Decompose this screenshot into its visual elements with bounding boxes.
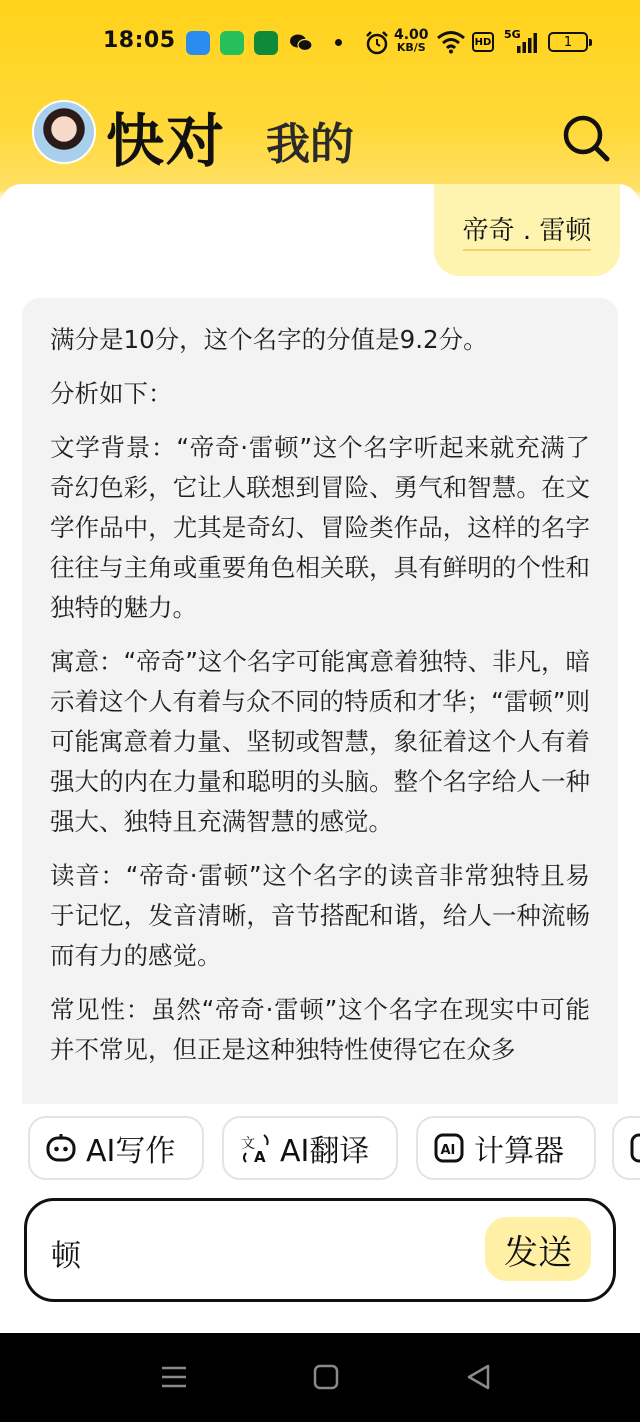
more-notifications-dot <box>335 39 342 46</box>
menu-icon[interactable] <box>160 1363 188 1391</box>
hd-voice-icon: HD <box>472 32 494 52</box>
network-speed: 4.00 KB/S <box>394 27 429 54</box>
more-tools-button[interactable] <box>612 1116 640 1180</box>
ai-reply-bubble <box>22 298 618 1104</box>
status-time: 18:05 <box>103 28 176 53</box>
ai-reply-paragraph: 寓意：“帝奇”这个名字可能寓意着独特、非凡，暗示着这个人有着与众不同的特质和才华；“雷顿”则可能寓意着力量、坚韧或智慧，象征着这个人有着强大的内在力量和聪明的头脑。整个名字给人一种强大、独特且充满智慧的感觉。 <box>50 647 590 836</box>
translate-icon <box>238 1131 272 1165</box>
wifi-icon <box>436 30 466 54</box>
calculator-label: 计算器 <box>474 1134 564 1169</box>
ai-writing-label: AI写作 <box>86 1134 176 1169</box>
battery-icon: 1 <box>548 32 588 52</box>
message-input[interactable]: 顿 <box>51 1239 81 1274</box>
robot-icon <box>44 1131 78 1165</box>
app-title-tab[interactable]: 快对 <box>106 107 227 175</box>
home-icon[interactable] <box>312 1363 340 1391</box>
wechat-icon <box>289 31 313 55</box>
ai-reply-paragraph: 文学背景：“帝奇·雷顿”这个名字听起来就充满了奇幻色彩，它让人联想到冒险、勇气和智慧。在文学作品中，尤其是奇幻、冒险类作品，这样的名字往往与主角或重要角色相关联，具有鲜明的个性和独特的魅力。 <box>50 433 590 622</box>
app-header <box>0 90 640 180</box>
ai-reply-paragraph: 读音：“帝奇·雷顿”这个名字的读音非常独特且易于记忆，发音清晰，音节搭配和谐，给人一种流畅而有力的感觉。 <box>50 861 590 970</box>
ai-reply-paragraph: 满分是10分，这个名字的分值是9.2分。 <box>50 325 488 354</box>
svg-text:A: A <box>254 1148 266 1165</box>
ai-translate-button[interactable] <box>222 1116 398 1180</box>
send-button[interactable]: 发送 <box>485 1217 591 1281</box>
ai-chip-icon <box>432 1131 466 1165</box>
network-type: 5G <box>504 28 521 41</box>
system-nav-bar <box>0 1333 640 1422</box>
user-message-bubble <box>434 184 620 276</box>
ai-writing-button[interactable] <box>28 1116 204 1180</box>
ai-translate-label: AI翻译 <box>280 1134 370 1169</box>
svg-text:文: 文 <box>241 1136 255 1152</box>
alarm-icon <box>364 30 390 56</box>
tool-icon <box>628 1131 640 1165</box>
chat-area[interactable] <box>0 184 640 1104</box>
ai-reply-paragraph: 分析如下： <box>50 379 173 408</box>
tab-mine[interactable]: 我的 <box>266 119 354 170</box>
calculator-button[interactable] <box>416 1116 596 1180</box>
signal-strength-icon <box>516 32 538 54</box>
user-avatar[interactable] <box>32 100 96 164</box>
ai-reply-paragraph: 常见性：虽然“帝奇·雷顿”这个名字在现实中可能并不常见，但正是这种独特性使得它在众多 <box>50 995 590 1064</box>
status-bar <box>0 22 640 66</box>
search-icon[interactable] <box>560 112 612 164</box>
user-message-text: 帝奇 . 雷顿 <box>463 210 592 251</box>
store-notification-icon <box>254 31 278 55</box>
svg-text:AI: AI <box>440 1143 456 1158</box>
message-notification-icon <box>220 31 244 55</box>
notification-app-icon <box>186 31 210 55</box>
message-input-box[interactable] <box>24 1198 616 1302</box>
quick-actions-row <box>0 1116 640 1182</box>
back-icon[interactable] <box>465 1363 493 1391</box>
